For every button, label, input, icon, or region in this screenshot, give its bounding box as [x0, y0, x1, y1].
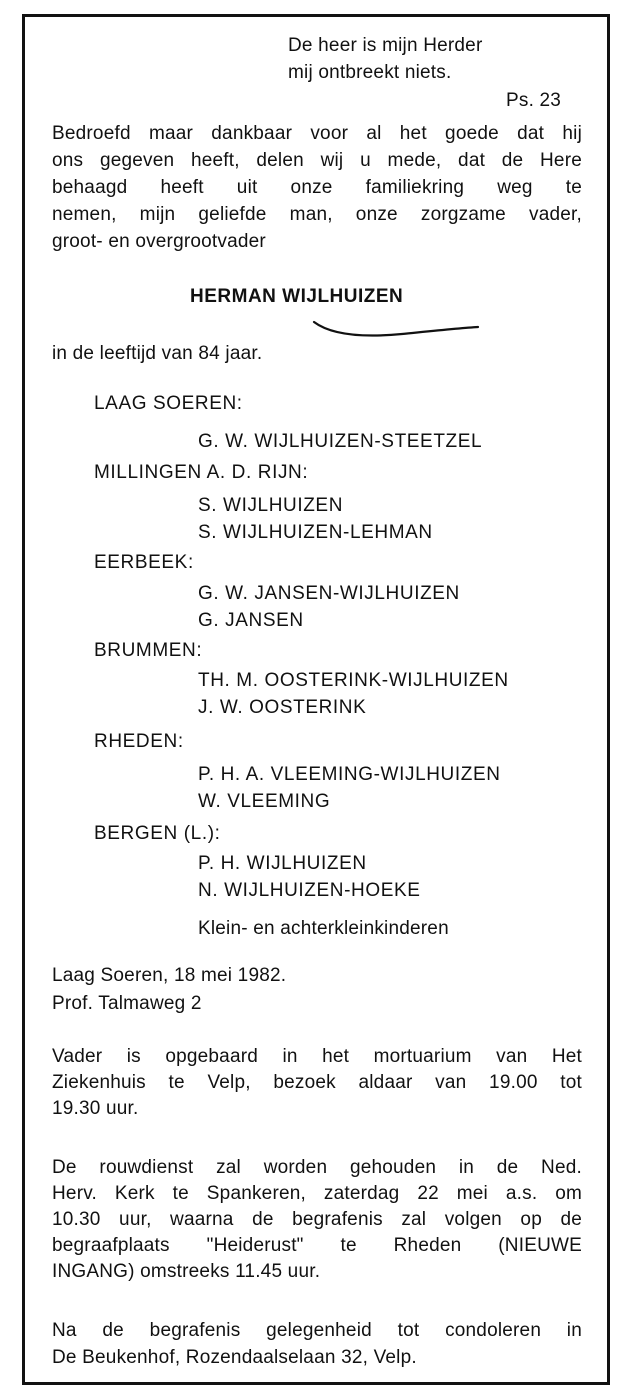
announcement-line: ons gegeven heeft, delen wij u mede, dat de Here [52, 150, 582, 171]
service-line: 10.30 uur, waarna de begrafenis zal volgen op de [52, 1209, 582, 1230]
condolence-line: Na de begrafenis gelegenheid tot condoleren in [52, 1320, 582, 1341]
family-name: S. WIJLHUIZEN [198, 495, 344, 516]
address-line-2: Prof. Talmaweg 2 [52, 993, 202, 1014]
family-name: G. W. WIJLHUIZEN-STEETZEL [198, 431, 483, 452]
family-place: BERGEN (L.): [94, 823, 221, 844]
announcement-line: Bedroefd maar dankbaar voor al het goede dat hij [52, 123, 582, 144]
motto-line-2: mij ontbreekt niets. [288, 62, 452, 83]
announcement-line: behaagd heeft uit onze familiekring weg te [52, 177, 582, 198]
service-line: INGANG) omstreeks 11.45 uur. [52, 1261, 321, 1282]
family-name: TH. M. OOSTERINK-WIJLHUIZEN [198, 670, 509, 691]
announcement-line: groot- en overgrootvader [52, 231, 266, 252]
motto-reference: Ps. 23 [506, 90, 562, 111]
family-name: P. H. A. VLEEMING-WIJLHUIZEN [198, 764, 501, 785]
condolence-paragraph [52, 1320, 582, 1369]
viewing-line: Vader is opgebaard in het mortuarium van Het [52, 1046, 582, 1067]
family-name: G. JANSEN [198, 610, 304, 631]
announcement-paragraph [52, 123, 582, 253]
address-line-1: Laag Soeren, 18 mei 1982. [52, 965, 287, 986]
family-place: EERBEEK: [94, 552, 194, 573]
family-name: P. H. WIJLHUIZEN [198, 853, 367, 874]
service-line: begraafplaats "Heiderust" te Rheden (NIEUWE [52, 1235, 582, 1256]
grandchildren-line: Klein- en achterkleinkinderen [198, 918, 449, 939]
family-place: BRUMMEN: [94, 640, 203, 661]
viewing-line: 19.30 uur. [52, 1098, 139, 1119]
decorative-swash [312, 314, 482, 340]
age-line: in de leeftijd van 84 jaar. [52, 343, 263, 364]
family-place: LAAG SOEREN: [94, 393, 243, 414]
condolence-line: De Beukenhof, Rozendaalselaan 32, Velp. [52, 1347, 417, 1368]
family-name: G. W. JANSEN-WIJLHUIZEN [198, 583, 460, 604]
motto-line-1: De heer is mijn Herder [288, 35, 483, 56]
service-line: Herv. Kerk te Spankeren, zaterdag 22 mei a.s. om [52, 1183, 582, 1204]
family-place: RHEDEN: [94, 731, 184, 752]
service-paragraph [52, 1157, 582, 1283]
deceased-name: HERMAN WIJLHUIZEN [190, 286, 404, 307]
viewing-line: Ziekenhuis te Velp, bezoek aldaar van 19.00 tot [52, 1072, 582, 1093]
family-name: J. W. OOSTERINK [198, 697, 367, 718]
family-name: W. VLEEMING [198, 791, 331, 812]
service-line: De rouwdienst zal worden gehouden in de Ned. [52, 1157, 582, 1178]
family-name: N. WIJLHUIZEN-HOEKE [198, 880, 421, 901]
family-place: MILLINGEN A. D. RIJN: [94, 462, 309, 483]
announcement-line: nemen, mijn geliefde man, onze zorgzame vader, [52, 204, 582, 225]
viewing-paragraph [52, 1046, 582, 1120]
family-name: S. WIJLHUIZEN-LEHMAN [198, 522, 433, 543]
